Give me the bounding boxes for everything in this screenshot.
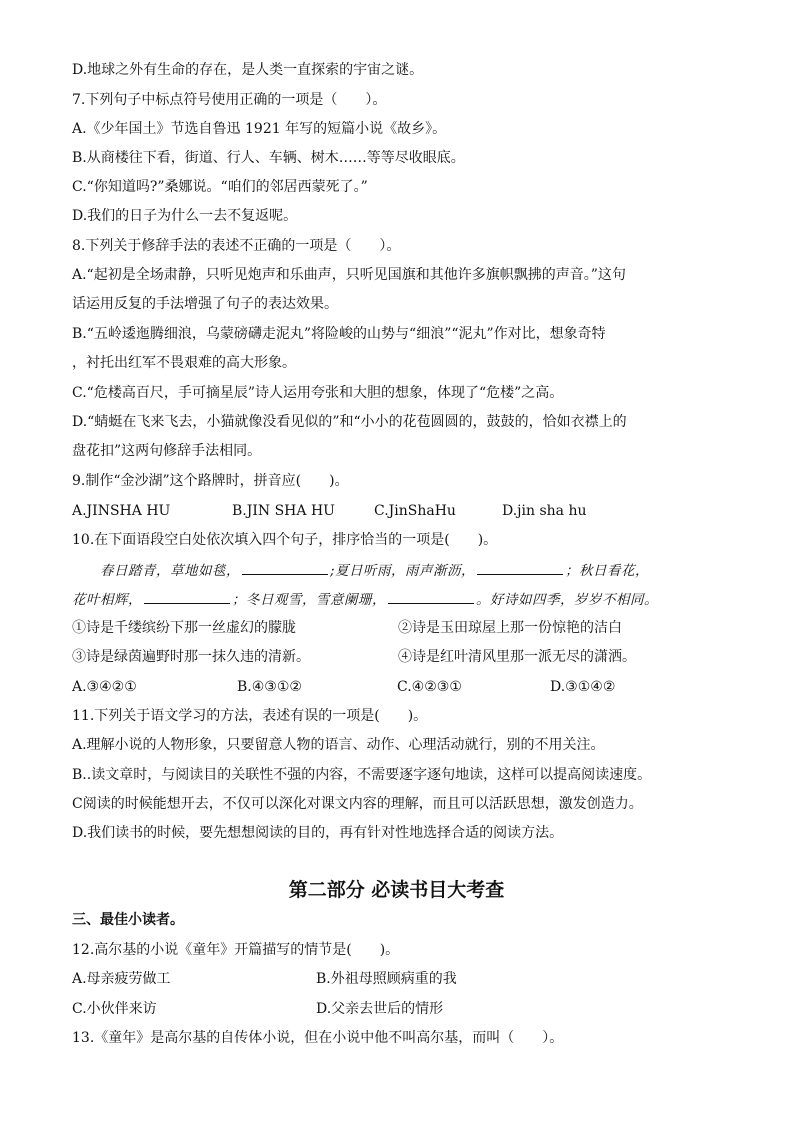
q10-sentence-3: ③诗是绿茵遍野时那一抹久违的清新。	[72, 649, 310, 665]
q8-option-d-line1: D.“蜻蜓在飞来飞去，小猫就像没看见似的”和“小小的花苞圆圆的，鼓鼓的，恰如衣襟上的	[72, 414, 627, 430]
q8-option-d-line2: 盘花扣”这两句修辞手法相同。	[72, 443, 262, 459]
q10-option-c: C.④②③①	[397, 679, 462, 695]
q12-option-d: D.父亲去世后的情形	[316, 1001, 444, 1017]
q11-option-b: B..读文章时，与阅读目的关联性不强的内容，不需要逐字逐句地读，这样可以提高阅读速度。	[72, 767, 652, 783]
q12-option-c: C.小伙伴来访	[72, 1001, 157, 1017]
part-two-heading: 第二部分 必读书目大考查	[288, 879, 505, 901]
question-11: 11.下列关于语文学习的方法，表述有误的一项是( )。	[72, 708, 428, 724]
q10-passage-line1	[100, 560, 649, 581]
q8-option-b-line2: ，衬托出红军不畏艰难的高大形象。	[72, 355, 296, 371]
q9-option-d: D.jin sha hu	[502, 503, 587, 519]
fill-blank	[242, 560, 328, 575]
question-13: 13.《童年》是高尔基的自传体小说，但在小说中他不叫高尔基，而叫（ ）。	[72, 1030, 564, 1046]
question-12: 12.高尔基的小说《童年》开篇描写的情节是( )。	[72, 942, 400, 958]
q7-option-c: C.“你知道吗?”桑娜说。“咱们的邻居西蒙死了。”	[72, 179, 368, 195]
passage-text: ；秋日看花，	[565, 563, 650, 579]
fill-blank	[388, 589, 474, 604]
q9-option-c: C.JinShaHu	[374, 503, 456, 519]
question-9: 9.制作“金沙湖”这个路牌时，拼音应( )。	[72, 473, 349, 489]
q12-option-a: A.母亲疲劳做工	[72, 971, 171, 987]
q6-option-d: D.地球之外有生命的存在，是人类一直探索的宇宙之谜。	[72, 62, 424, 78]
q8-option-c: C.“危楼高百尺，手可摘星辰”诗人运用夸张和大胆的想象，体现了“危楼”之高。	[72, 385, 564, 401]
q7-option-b: B.从商楼往下看，街道、行人、车辆、树木……等等尽收眼底。	[72, 150, 465, 166]
q11-option-a: A.理解小说的人物形象，只要留意人物的语言、动作、心理活动就行，别的不用关注。	[72, 737, 605, 753]
q10-option-d: D.③①④②	[550, 679, 616, 695]
q12-option-b: B.外祖母照顾病重的我	[316, 971, 457, 987]
q10-sentence-2: ②诗是玉田琼屋上那一份惊艳的洁白	[398, 620, 622, 636]
passage-text: 春日踏青，草地如毯，	[100, 563, 240, 579]
fill-blank	[144, 589, 230, 604]
q9-option-a: A.JINSHA HU	[72, 503, 171, 519]
q8-option-a-line2: 话运用反复的手法增强了句子的表达效果。	[72, 296, 338, 312]
q11-option-c: C阅读的时候能想开去，不仅可以深化对课文内容的理解，而且可以活跃思想，激发创造力。	[72, 796, 643, 812]
passage-text: 花叶相辉，	[72, 592, 142, 608]
passage-text: ；冬日观雪，雪意阑珊，	[232, 592, 386, 608]
q10-sentence-4: ④诗是红叶清风里那一派无尽的潇洒。	[398, 649, 636, 665]
passage-text: 。好诗如四季，岁岁不相同。	[476, 592, 658, 608]
passage-text: ;夏日听雨，雨声渐沥，	[330, 563, 476, 579]
q8-option-a-line1: A.“起初是全场肃静，只听见炮声和乐曲声，只听见国旗和其他许多旗帜飘拂的声音。”这句	[72, 267, 626, 283]
section-three-heading: 三、最佳小读者。	[72, 912, 184, 928]
q11-option-d: D.我们读书的时候，要先想想阅读的目的，再有针对性地选择合适的阅读方法。	[72, 825, 564, 841]
q9-option-b: B.JIN SHA HU	[232, 503, 335, 519]
q10-option-b: B.④③①②	[237, 679, 302, 695]
q10-sentence-1: ①诗是千缕缤纷下那一丝虚幻的朦胧	[72, 620, 296, 636]
q8-option-b-line1: B.“五岭逶迤腾细浪，乌蒙磅礴走泥丸”将险峻的山势与“细浪”“泥丸”作对比，想象奇特	[72, 326, 606, 342]
question-10: 10.在下面语段空白处依次填入四个句子，排序恰当的一项是( )。	[72, 532, 498, 548]
q7-option-d: D.我们的日子为什么一去不复返呢。	[72, 208, 298, 224]
fill-blank	[477, 560, 563, 575]
question-8: 8.下列关于修辞手法的表述不正确的一项是（ ）。	[72, 238, 401, 254]
q10-passage-line2	[72, 589, 658, 610]
q7-option-a: A.《少年国土》节选自鲁迅 1921 年写的短篇小说《故乡》。	[72, 121, 447, 137]
question-7: 7.下列句子中标点符号使用正确的一项是（ ）。	[72, 92, 387, 108]
q10-option-a: A.③④②①	[72, 679, 137, 695]
